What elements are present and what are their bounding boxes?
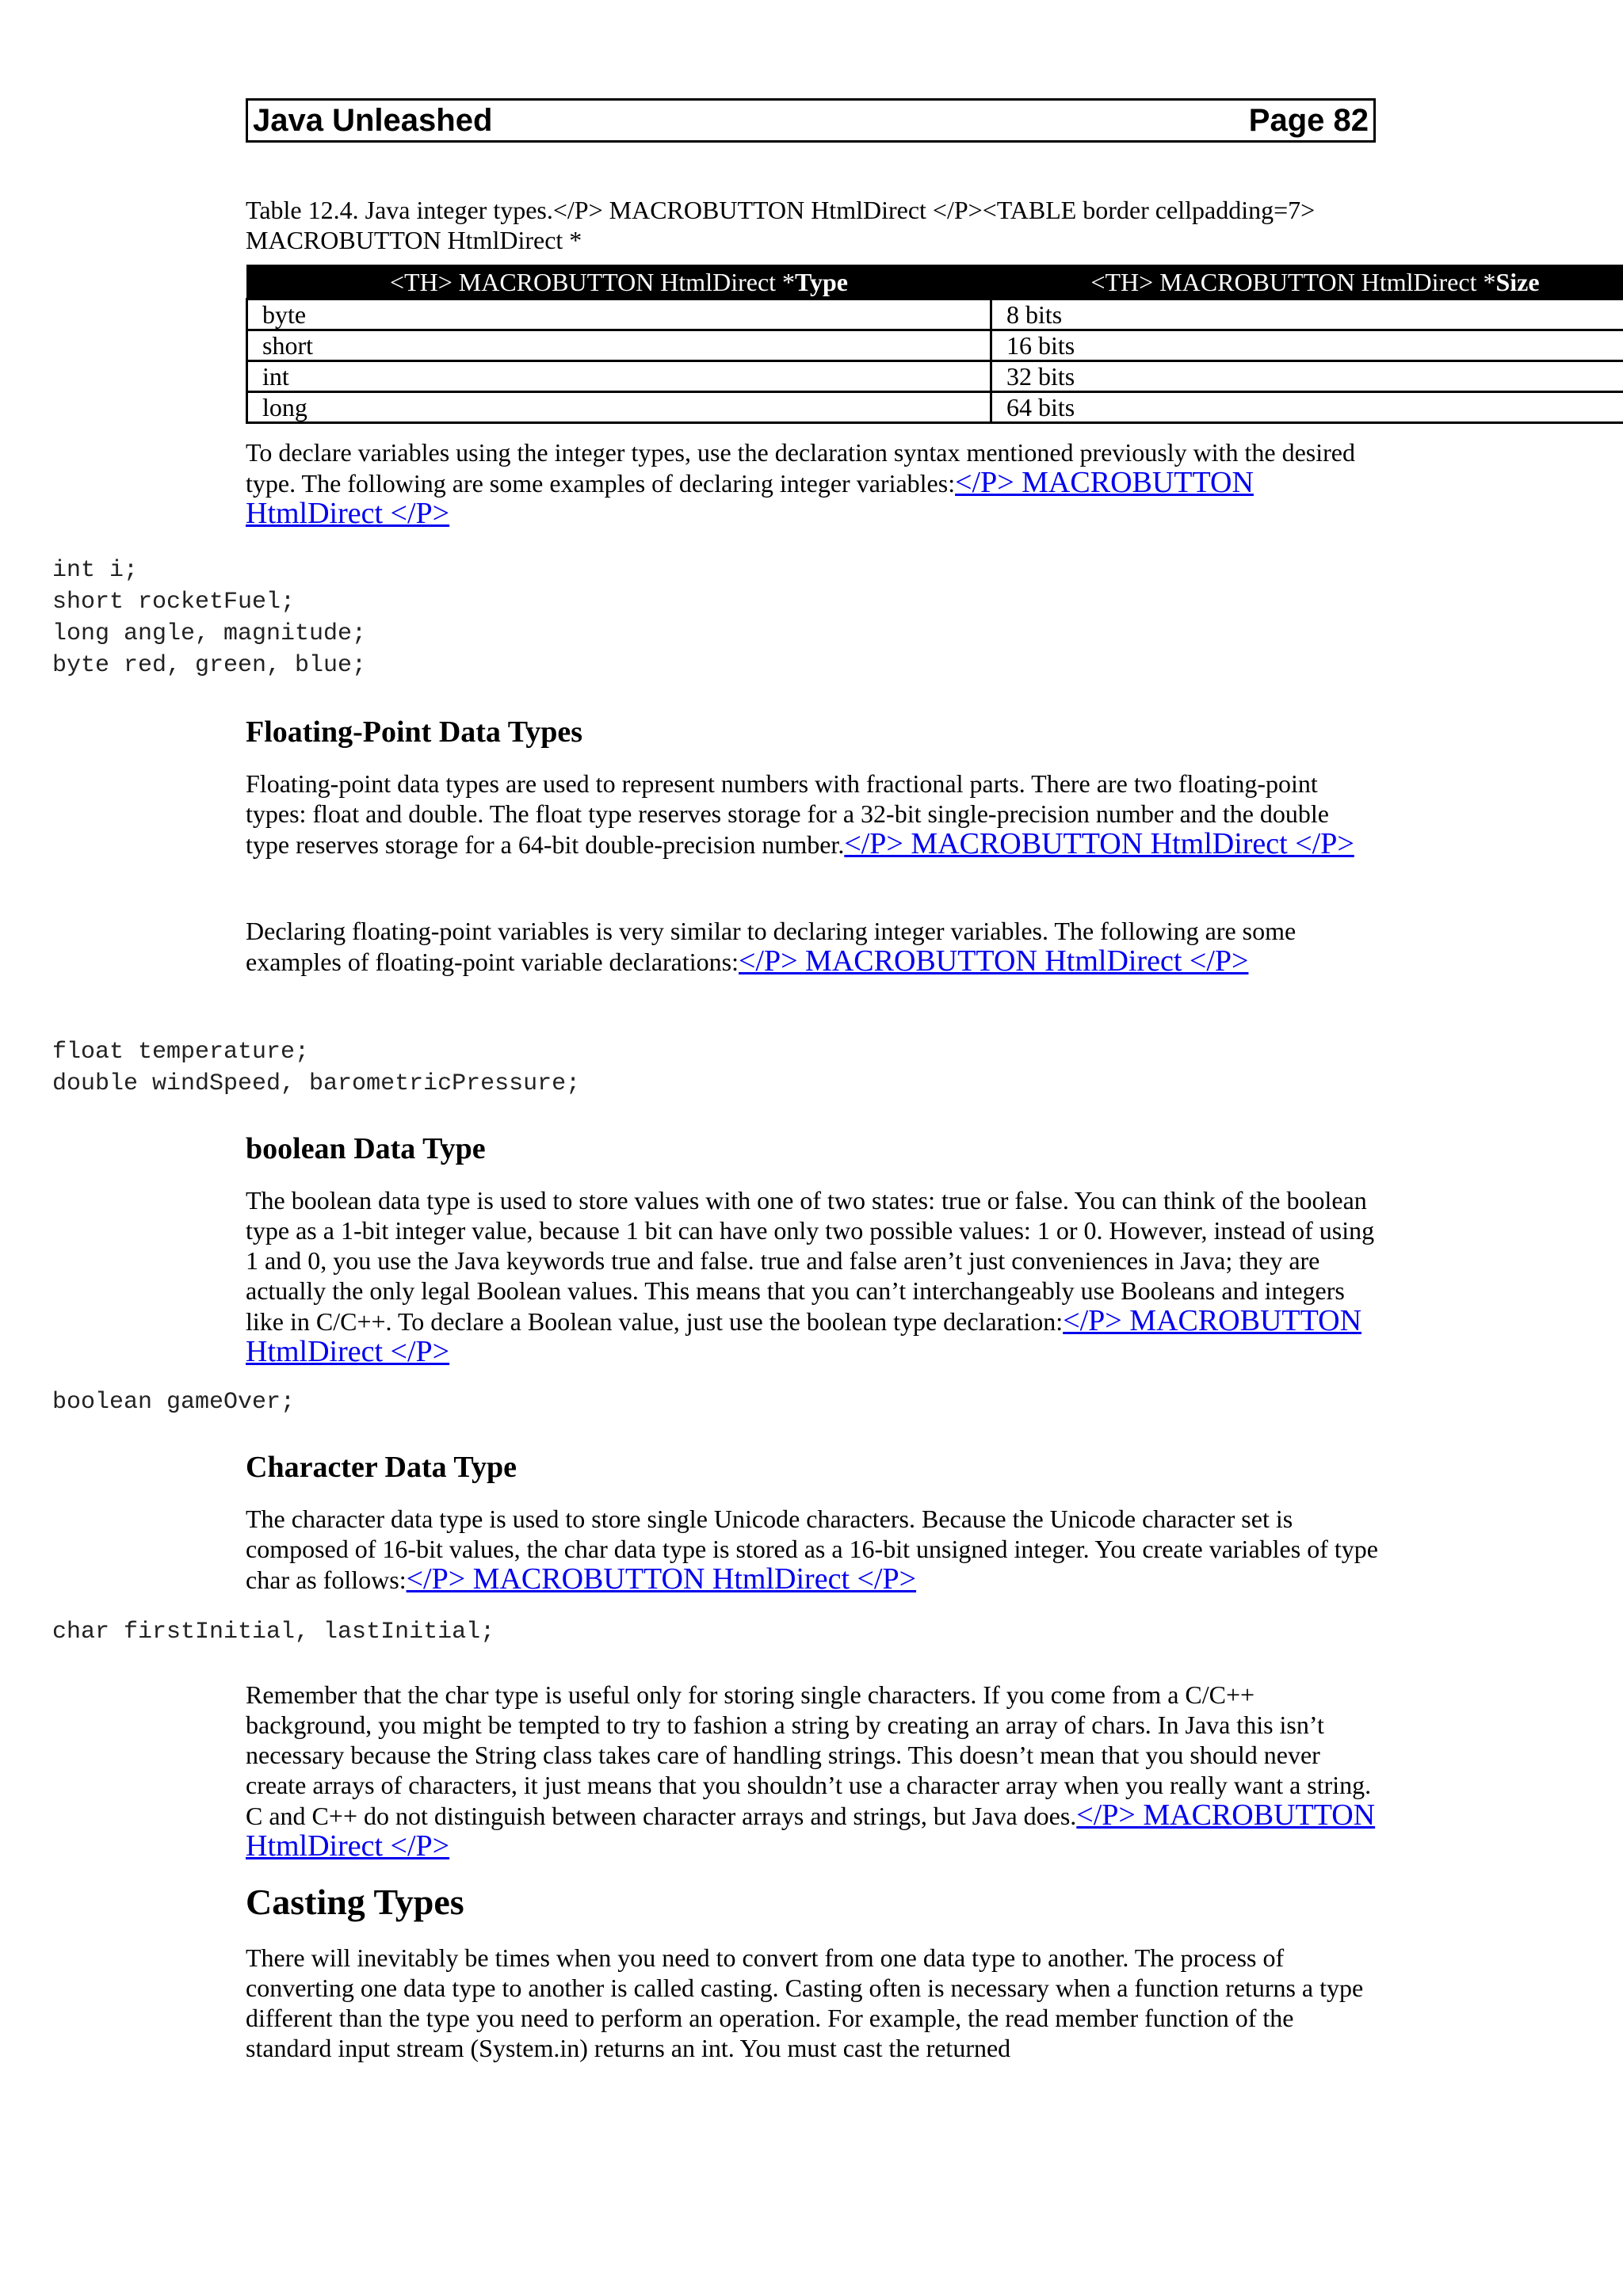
macrobutton-link[interactable]: </P> MACROBUTTON HtmlDirect </P> [246, 466, 1254, 530]
macrobutton-link[interactable]: </P> MACROBUTTON HtmlDirect </P> [246, 1304, 1362, 1368]
book-title: Java Unleashed [253, 102, 493, 138]
table-cell: long [247, 392, 991, 423]
table-cell: 64 bits [991, 392, 1623, 423]
paragraph: The character data type is used to store single Unicode characters. Because the Unicode character set is composed of 16-bit values, the char data type is stored as a 16-bit unsigned integer. You create variables of type char as follows:</P> MACROBUTTON HtmlDirect </P> [246, 1505, 1378, 1596]
table-cell: int [247, 361, 991, 392]
table-cell: 32 bits [991, 361, 1623, 392]
macrobutton-link[interactable]: </P> MACROBUTTON HtmlDirect </P> [406, 1562, 917, 1596]
table-row [247, 299, 1623, 330]
paragraph: Floating-point data types are used to represent numbers with fractional parts. There are two floating-point types: float and double. The float type reserves storage for a 32-bit single-precision number and the double type reserves storage for a 64-bit double-precision number.</P> MACROBUTTON HtmlDirect </P> [246, 769, 1354, 860]
macrobutton-link[interactable]: </P> MACROBUTTON HtmlDirect </P> [246, 1798, 1376, 1863]
section-heading: Floating-Point Data Types [246, 715, 583, 749]
section-heading-casting: Casting Types [246, 1882, 464, 1922]
page-header [246, 98, 1376, 143]
table-cell: byte [247, 299, 991, 330]
code-block: boolean gameOver; [52, 1389, 296, 1416]
page-number: Page 82 [1248, 102, 1369, 138]
paragraph: Remember that the char type is useful only for storing single characters. If you come from a C/C++ background, you might be tempted to try to fashion a string by creating an array of chars. In Java this isn’t necessary because the String class takes care of handling strings. This doesn’t mean that you should never create arrays of characters, it just means that you shouldn’t use a character array when you really want a string. C and C++ do not distinguish between character arrays and strings, but Java does.</P> MACROBUTTON HtmlDirect </P> [246, 1680, 1376, 1863]
paragraph: The boolean data type is used to store values with one of two states: true or false. You can think of the boolean type as a 1-bit integer value, because 1 bit can have only two possible values: 1 or 0. However, instead of using 1 and 0, you use the Java keywords true and false. true and false aren’t just conveniences in Java; they are actually the only legal Boolean values. This means that you can’t interchangeably use Booleans and integers like in C/C++. To declare a Boolean value, just use the boolean type declaration:</P> MACROBUTTON HtmlDirect </P> [246, 1186, 1375, 1368]
macrobutton-link[interactable]: </P> MACROBUTTON HtmlDirect </P> [739, 944, 1249, 978]
table-row [247, 392, 1623, 423]
table-cell: 8 bits [991, 299, 1623, 330]
code-block: char firstInitial, lastInitial; [52, 1619, 495, 1646]
table-header-size: <TH> MACROBUTTON HtmlDirect *Size [991, 265, 1623, 299]
code-block: int i; short rocketFuel; long angle, magnitude; byte red, green, blue; [52, 557, 367, 679]
table-header-type: <TH> MACROBUTTON HtmlDirect *Type [247, 265, 991, 299]
integer-types-table [246, 265, 1623, 424]
table-cell: 16 bits [991, 330, 1623, 361]
table-row [247, 361, 1623, 392]
macrobutton-link[interactable]: </P> MACROBUTTON HtmlDirect </P> [844, 827, 1354, 860]
table-cell: short [247, 330, 991, 361]
paragraph: Declaring floating-point variables is very similar to declaring integer variables. The following are some examples of floating-point variable declarations:</P> MACROBUTTON HtmlDirect </P> [246, 917, 1296, 978]
code-block: float temperature; double windSpeed, barometricPressure; [52, 1039, 581, 1097]
section-heading: Character Data Type [246, 1451, 517, 1484]
paragraph: There will inevitably be times when you need to convert from one data type to another. The process of converting one data type to another is called casting. Casting often is necessary when a function returns a type different than the type you need to perform an operation. For example, the read member function of the standard input stream (System.in) returns an int. You must cast the returned [246, 1943, 1364, 2062]
paragraph: To declare variables using the integer types, use the declaration syntax mentioned previously with the desired type. The following are some examples of declaring integer variables:</P> MACROBUTTON HtmlDirect </P> [246, 438, 1355, 530]
table-row [247, 330, 1623, 361]
section-heading: boolean Data Type [246, 1132, 486, 1165]
table-caption: Table 12.4. Java integer types.</P> MACROBUTTON HtmlDirect </P><TABLE border cellpadding=7> MACROBUTTON HtmlDirect * [246, 196, 1316, 254]
